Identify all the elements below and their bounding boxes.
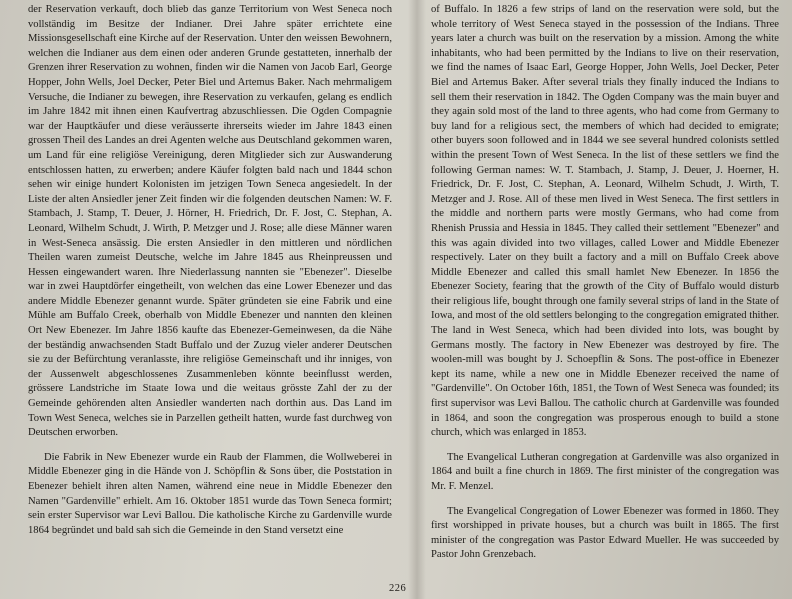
german-paragraph-2: Die Fabrik in New Ebenezer wurde ein Raub der Flammen, die Wollweberei in Middle Ebenezer ging in die Hände von J. Schöpflin & Sons über, die Poststation in Ebenezer behielt ihren alten Namen, während eine neue in Middle Ebenezer den Namen "Gardenville" erhielt. Am 16. Oktober 1851 wurde das Town Seneca formirt; sein erster Supervisor war Levi Ballou. Die katholische Kirche zu Gardenville wurde 1864 begründet und bald sah sich die Gemeinde in den Stand versetzt eine — [28, 451, 392, 536]
english-paragraph-3: The Evangelical Congregation of Lower Ebenezer was formed in 1860. They first worshipped in private houses, but a church was built in 1865. The first minister of the congregation was Pastor Edward Mueller. He was succeeded by Pastor John Grenzebach. — [431, 505, 779, 561]
paragraph-gap — [431, 495, 779, 505]
english-paragraph-1: of Buffalo. In 1826 a few strips of land on the reservation were sold, but the whole territory of West Seneca stayed in the possession of the Indians. Three years later a church was built on the reservation by a mission. Among the white inhabitants, who had been permitted by the Indians to live on their reservation, we find the names of Isaac Earl, George Hopper, John Wells, Joel Decker, Peter Biel and Artemus Baker. After several trials they finally induced the Indians to sell them their reservation in 1842. The Ogden Company was the main buyer and they again sold most of the land to three agents, who had come from Germany to buy land for a religious sect, the members of which had decided to emigrate; other buyers soon followed and in 1844 we see several hundred colonists settled within the present Town of West Seneca. In the list of these settlers we find the following German names: W. T. Stambach, J. Stamp, J. Deuer, J. Hoerner, H. Friedrick, Dr. F. Jost, C. Stephan, A. Leonard, Wilhelm Schudt, J. Wirth, T. Metzger and J. Rose. All of these men lived in West Seneca. The first settlers in the middle and northern parts were mostly Germans, who had come from Rhenish Prussia and Hessia in 1845. They called their settlement "Ebenezer" and this was again divided into two villages, called Lower and Middle Ebenezer respectively. Later on they built a factory and a mill on Buffalo Creek above Middle Ebenezer and called this small hamlet New Ebenezer. In 1856 the Ebenezer Society, fearing that the growth of the City of Buffalo would disturb their religious life, bought through one family several strips of land in the State of Iowa, and most of the old settlers belonging to the congregation emigrated thither. The land in West Seneca, which had been divided into lots, was bought by Germans mostly. The factory in New Ebenezer was destroyed by fire. The woolen-mill was bought by J. Schoepflin & Sons. The post-office in Ebenezer kept its name, while a new one in Middle Ebenezer received the name of "Gardenville". On October 16th, 1851, the Town of West Seneca was founded; its first supervisor was Levi Ballou. The catholic church at Gardenville was founded in 1864, and soon the congregation was prosperous enough to build a stone church, which was enlarged in 1853. — [431, 4, 779, 439]
book-gutter — [408, 0, 426, 599]
paragraph-gap — [28, 441, 392, 451]
english-paragraph-2: The Evangelical Lutheran congregation at Gardenville was also organized in 1864 and built a fine church in 1869. The first minister of the congregation was Mr. F. Menzel. — [431, 451, 779, 492]
paragraph-gap — [431, 441, 779, 451]
english-text-column — [431, 3, 779, 563]
german-text-column — [28, 3, 392, 538]
german-paragraph-1: der Reservation verkauft, doch blieb das ganze Territorium von West Seneca noch vollständig im Besitze der Indianer. Drei Jahre später errichtete eine Missionsgesellschaft eine Kirche auf der Reservation. Unter den weissen Bewohnern, welchen die Indianer aus dem einen oder anderen Grunde gestatteten, innerhalb der Grenzen ihrer Reservation zu wohnen, finden wir die Namen von Jacob Earl, George Hopper, John Wells, Joel Decker, Peter Biel und Artemus Baker. Nach mehrmaligem Versuche, die Indianer zu bewegen, ihre Reservation zu verkaufen, gelang es endlich im Jahre 1842 mit ihnen einen Kaufvertrag abzuschliessen. Die Ogden Compagnie war der Hauptkäufer und diese veräusserte ihrerseits wieder im Jahre 1843 einen grossen Theil des Landes an drei Agenten welche aus Deutschland gekommen waren, um Land für eine religiöse Vereinigung, deren Mitglieder sich zur Auswanderung entschlossen hatten, zu erwerben; andere Käufer folgten bald nach und 1844 schon sehen wir einige hundert Kolonisten im jetzigen Town Seneca angesiedelt. In der Liste der alten Ansiedler jener Zeit finden wir die folgenden deutschen Namen: W. F. Stambach, J. Stamp, T. Deuer, J. Hörner, H. Friedrich, Dr. F. Jost, C. Stephan, A. Leonard, Wilhelm Schudt, J. Wirth, P. Metzger und J. Rose; alle diese Männer waren in West-Seneca ansässig. Die ersten Ansiedler in den mittleren und nördlichen Theilen waren zumeist Deutsche, welche im Jahre 1845 aus Rheinpreussen und Hessen eingewandert waren. Ihre Niederlassung nannten sie "Ebenezer". Dieselbe war in zwei Hauptdörfer eingetheilt, von welchen das eine Lower Ebenezer und das andere Middle Ebenezer genannt wurde. Später gründeten sie eine Fabrik und eine Mühle am Buffalo Creek, oberhalb von Middle Ebenezer und nannten den kleinen Ort New Ebenezer. Im Jahre 1856 kaufte das Ebenezer-Gemeinwesen, da die Nähe der beständig anwachsenden Stadt Buffalo und der Zuzug vieler anderer Deutschen sie zu der Befürchtung veranlasste, ihre religiöse Gemeinschaft und ihr inniges, von der Aussenwelt abgeschlossenes Zusammenleben könnte beeinflusst werden, grössere Landstriche im Staate Iowa und die weitaus grösste Zahl der zu der Gemeinde gehörenden alten Ansiedler wanderten nach dorthin aus. Das Land im Town West Seneca, welches sie in Parzellen getheilt hatten, wurde fast durchweg von Deutschen erworben. — [28, 4, 392, 439]
page-number: 226 — [389, 583, 407, 594]
